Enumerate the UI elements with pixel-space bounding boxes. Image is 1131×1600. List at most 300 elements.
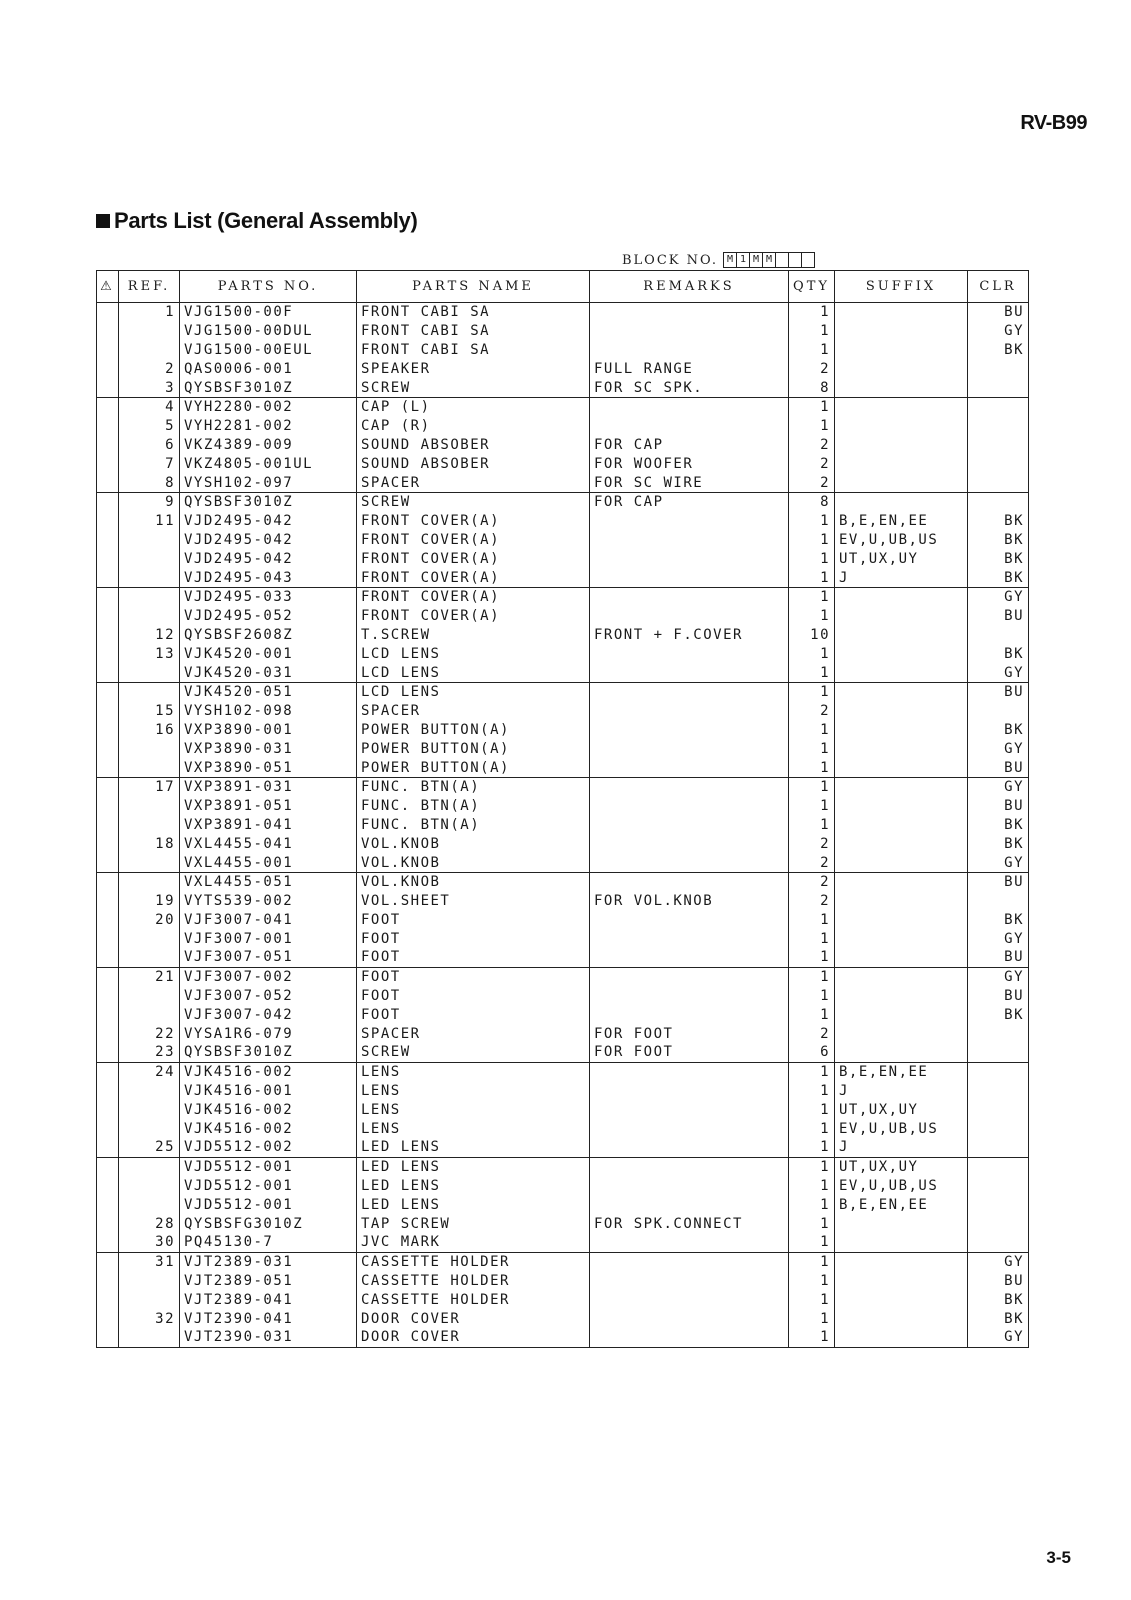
- cell-clr: BU: [968, 948, 1029, 967]
- cell-clr: GY: [968, 739, 1029, 758]
- cell-parts-no: VXL4455-051: [180, 872, 357, 891]
- table-row: [97, 1214, 1029, 1233]
- table-row: [97, 436, 1029, 455]
- cell-parts-name: JVC MARK: [357, 1233, 590, 1252]
- table-row: [97, 987, 1029, 1006]
- cell-warn: [97, 948, 119, 967]
- cell-remarks: [590, 853, 789, 872]
- cell-ref: [119, 549, 180, 568]
- cell-suffix: [835, 607, 968, 626]
- cell-remarks: FRONT + F.COVER: [590, 626, 789, 645]
- table-row: [97, 758, 1029, 777]
- cell-clr: [968, 1177, 1029, 1196]
- cell-suffix: [835, 303, 968, 322]
- cell-suffix: [835, 758, 968, 777]
- cell-suffix: UT,UX,UY: [835, 1157, 968, 1176]
- table-row: [97, 1233, 1029, 1252]
- cell-suffix: [835, 1272, 968, 1291]
- col-header-qty: QTY: [789, 271, 835, 303]
- table-row: [97, 1005, 1029, 1024]
- table-row: [97, 892, 1029, 911]
- cell-clr: [968, 1100, 1029, 1119]
- cell-parts-name: SPACER: [357, 1024, 590, 1043]
- col-header-ref: REF.: [119, 271, 180, 303]
- col-header-clr: CLR: [968, 271, 1029, 303]
- cell-ref: 3: [119, 378, 180, 397]
- cell-parts-no: VJT2389-031: [180, 1252, 357, 1271]
- cell-parts-name: FOOT: [357, 987, 590, 1006]
- cell-parts-name: FOOT: [357, 948, 590, 967]
- cell-parts-name: POWER BUTTON(A): [357, 739, 590, 758]
- cell-clr: [968, 492, 1029, 511]
- cell-parts-no: VJF3007-052: [180, 987, 357, 1006]
- cell-parts-name: SCREW: [357, 492, 590, 511]
- cell-parts-no: VYH2280-002: [180, 397, 357, 416]
- cell-warn: [97, 911, 119, 930]
- table-row: [97, 1100, 1029, 1119]
- cell-suffix: [835, 644, 968, 663]
- cell-remarks: [590, 758, 789, 777]
- cell-suffix: [835, 454, 968, 473]
- cell-parts-no: VJD5512-001: [180, 1177, 357, 1196]
- cell-parts-name: FRONT COVER(A): [357, 587, 590, 606]
- cell-ref: [119, 816, 180, 835]
- cell-parts-name: FRONT CABI SA: [357, 303, 590, 322]
- cell-qty: 1: [789, 1082, 835, 1101]
- cell-warn: [97, 303, 119, 322]
- cell-qty: 1: [789, 607, 835, 626]
- cell-suffix: [835, 682, 968, 701]
- cell-parts-no: QYSBSF3010Z: [180, 1043, 357, 1062]
- cell-suffix: J: [835, 568, 968, 587]
- cell-remarks: [590, 721, 789, 740]
- cell-ref: 16: [119, 721, 180, 740]
- cell-parts-name: LED LENS: [357, 1177, 590, 1196]
- cell-qty: 2: [789, 359, 835, 378]
- cell-clr: [968, 454, 1029, 473]
- cell-remarks: FOR SC SPK.: [590, 378, 789, 397]
- cell-parts-name: DOOR COVER: [357, 1309, 590, 1328]
- cell-clr: BU: [968, 303, 1029, 322]
- cell-parts-name: LED LENS: [357, 1157, 590, 1176]
- cell-qty: 1: [789, 1290, 835, 1309]
- cell-qty: 1: [789, 1100, 835, 1119]
- cell-suffix: [835, 739, 968, 758]
- cell-qty: 1: [789, 682, 835, 701]
- cell-clr: [968, 359, 1029, 378]
- table-row: [97, 1252, 1029, 1271]
- cell-qty: 1: [789, 568, 835, 587]
- table-row: [97, 303, 1029, 322]
- cell-ref: [119, 1100, 180, 1119]
- cell-warn: [97, 987, 119, 1006]
- cell-qty: 1: [789, 587, 835, 606]
- cell-warn: [97, 397, 119, 416]
- cell-qty: 1: [789, 987, 835, 1006]
- cell-qty: 2: [789, 702, 835, 721]
- cell-suffix: [835, 967, 968, 986]
- cell-clr: BU: [968, 682, 1029, 701]
- cell-qty: 1: [789, 1309, 835, 1328]
- cell-ref: 11: [119, 512, 180, 531]
- table-row: [97, 644, 1029, 663]
- table-row: [97, 473, 1029, 492]
- cell-warn: [97, 531, 119, 550]
- cell-warn: [97, 549, 119, 568]
- cell-remarks: [590, 397, 789, 416]
- cell-ref: 32: [119, 1309, 180, 1328]
- cell-parts-name: LCD LENS: [357, 663, 590, 682]
- cell-parts-name: FRONT COVER(A): [357, 568, 590, 587]
- cell-remarks: [590, 777, 789, 796]
- cell-ref: [119, 1082, 180, 1101]
- cell-ref: [119, 1119, 180, 1138]
- block-number-boxes: [724, 252, 815, 268]
- table-row: [97, 911, 1029, 930]
- cell-ref: [119, 739, 180, 758]
- cell-parts-no: QAS0006-001: [180, 359, 357, 378]
- cell-parts-no: VYSH102-098: [180, 702, 357, 721]
- cell-remarks: [590, 1138, 789, 1157]
- cell-ref: [119, 1177, 180, 1196]
- table-row: [97, 682, 1029, 701]
- cell-parts-name: SCREW: [357, 378, 590, 397]
- cell-qty: 1: [789, 303, 835, 322]
- cell-parts-no: VKZ4389-009: [180, 436, 357, 455]
- cell-ref: 15: [119, 702, 180, 721]
- cell-suffix: [835, 473, 968, 492]
- cell-warn: [97, 1119, 119, 1138]
- cell-suffix: [835, 987, 968, 1006]
- block-box: M: [749, 252, 763, 268]
- cell-suffix: [835, 911, 968, 930]
- cell-qty: 2: [789, 1024, 835, 1043]
- cell-ref: [119, 948, 180, 967]
- cell-suffix: [835, 1328, 968, 1347]
- cell-warn: [97, 1082, 119, 1101]
- cell-parts-name: FOOT: [357, 967, 590, 986]
- table-row: [97, 1119, 1029, 1138]
- section-heading: [96, 208, 418, 234]
- cell-parts-no: VJT2389-051: [180, 1272, 357, 1291]
- cell-remarks: [590, 1157, 789, 1176]
- cell-qty: 1: [789, 911, 835, 930]
- cell-clr: BU: [968, 872, 1029, 891]
- cell-qty: 1: [789, 1252, 835, 1271]
- cell-parts-no: VJK4516-002: [180, 1100, 357, 1119]
- cell-warn: [97, 777, 119, 796]
- cell-parts-name: FOOT: [357, 1005, 590, 1024]
- cell-suffix: [835, 929, 968, 948]
- table-header-row: [97, 271, 1029, 303]
- cell-parts-name: TAP SCREW: [357, 1214, 590, 1233]
- table-row: [97, 967, 1029, 986]
- cell-ref: [119, 607, 180, 626]
- cell-ref: [119, 341, 180, 360]
- cell-suffix: [835, 1233, 968, 1252]
- cell-remarks: FOR CAP: [590, 436, 789, 455]
- cell-qty: 1: [789, 1005, 835, 1024]
- cell-warn: [97, 1252, 119, 1271]
- cell-parts-name: LED LENS: [357, 1138, 590, 1157]
- cell-parts-no: VXP3891-051: [180, 797, 357, 816]
- cell-parts-no: VJK4520-001: [180, 644, 357, 663]
- cell-warn: [97, 359, 119, 378]
- cell-remarks: FOR FOOT: [590, 1024, 789, 1043]
- cell-clr: BU: [968, 987, 1029, 1006]
- cell-qty: 1: [789, 739, 835, 758]
- table-row: [97, 359, 1029, 378]
- cell-warn: [97, 853, 119, 872]
- cell-parts-name: LCD LENS: [357, 682, 590, 701]
- cell-remarks: [590, 1100, 789, 1119]
- cell-parts-no: VXL4455-001: [180, 853, 357, 872]
- table-row: [97, 1082, 1029, 1101]
- cell-suffix: EV,U,UB,US: [835, 1177, 968, 1196]
- cell-parts-name: LCD LENS: [357, 644, 590, 663]
- cell-clr: [968, 473, 1029, 492]
- cell-clr: BK: [968, 512, 1029, 531]
- table-row: [97, 834, 1029, 853]
- model-number: RV-B99: [1020, 112, 1087, 134]
- cell-parts-no: VXP3891-031: [180, 777, 357, 796]
- cell-parts-no: VJK4516-002: [180, 1062, 357, 1081]
- cell-parts-no: VJF3007-051: [180, 948, 357, 967]
- cell-clr: BU: [968, 1272, 1029, 1291]
- cell-suffix: [835, 1290, 968, 1309]
- cell-parts-name: T.SCREW: [357, 626, 590, 645]
- table-row: [97, 797, 1029, 816]
- table-row: [97, 322, 1029, 341]
- cell-ref: [119, 663, 180, 682]
- cell-qty: 1: [789, 721, 835, 740]
- cell-warn: [97, 1062, 119, 1081]
- table-row: [97, 721, 1029, 740]
- cell-warn: [97, 929, 119, 948]
- cell-clr: BK: [968, 341, 1029, 360]
- cell-parts-name: POWER BUTTON(A): [357, 721, 590, 740]
- cell-warn: [97, 568, 119, 587]
- cell-qty: 1: [789, 1138, 835, 1157]
- cell-warn: [97, 739, 119, 758]
- cell-parts-no: VYTS539-002: [180, 892, 357, 911]
- cell-parts-no: VJF3007-042: [180, 1005, 357, 1024]
- block-box: M: [762, 252, 776, 268]
- table-row: [97, 492, 1029, 511]
- table-row: [97, 341, 1029, 360]
- table-row: [97, 1024, 1029, 1043]
- cell-suffix: [835, 816, 968, 835]
- cell-clr: [968, 417, 1029, 436]
- cell-suffix: [835, 626, 968, 645]
- block-box: [788, 252, 802, 268]
- page-number: 3-5: [1046, 1548, 1071, 1567]
- cell-parts-no: PQ45130-7: [180, 1233, 357, 1252]
- cell-ref: 25: [119, 1138, 180, 1157]
- cell-parts-name: FOOT: [357, 929, 590, 948]
- cell-ref: [119, 1005, 180, 1024]
- cell-clr: [968, 397, 1029, 416]
- cell-qty: 1: [789, 1328, 835, 1347]
- cell-suffix: [835, 436, 968, 455]
- cell-suffix: J: [835, 1138, 968, 1157]
- cell-ref: [119, 568, 180, 587]
- cell-suffix: UT,UX,UY: [835, 549, 968, 568]
- table-row: [97, 512, 1029, 531]
- cell-warn: [97, 721, 119, 740]
- cell-ref: 19: [119, 892, 180, 911]
- table-row: [97, 454, 1029, 473]
- table-row: [97, 626, 1029, 645]
- cell-qty: 1: [789, 1233, 835, 1252]
- cell-warn: [97, 1024, 119, 1043]
- cell-ref: 1: [119, 303, 180, 322]
- cell-remarks: [590, 322, 789, 341]
- cell-suffix: [835, 872, 968, 891]
- block-number-label: BLOCK NO.: [622, 252, 719, 268]
- cell-remarks: [590, 512, 789, 531]
- cell-suffix: UT,UX,UY: [835, 1100, 968, 1119]
- cell-ref: 18: [119, 834, 180, 853]
- cell-clr: BU: [968, 758, 1029, 777]
- cell-parts-name: FUNC. BTN(A): [357, 797, 590, 816]
- cell-remarks: FOR SPK.CONNECT: [590, 1214, 789, 1233]
- cell-parts-no: QYSBSF3010Z: [180, 492, 357, 511]
- table-row: [97, 663, 1029, 682]
- cell-remarks: [590, 967, 789, 986]
- cell-qty: 1: [789, 758, 835, 777]
- cell-remarks: [590, 607, 789, 626]
- cell-qty: 2: [789, 834, 835, 853]
- cell-ref: 17: [119, 777, 180, 796]
- cell-parts-no: VJD2495-052: [180, 607, 357, 626]
- cell-warn: [97, 758, 119, 777]
- cell-warn: [97, 702, 119, 721]
- cell-parts-name: CAP (R): [357, 417, 590, 436]
- cell-parts-name: FOOT: [357, 911, 590, 930]
- cell-parts-name: SPEAKER: [357, 359, 590, 378]
- cell-warn: [97, 967, 119, 986]
- table-row: [97, 739, 1029, 758]
- cell-clr: [968, 1195, 1029, 1214]
- cell-qty: 1: [789, 1214, 835, 1233]
- cell-qty: 1: [789, 663, 835, 682]
- cell-parts-name: FRONT COVER(A): [357, 531, 590, 550]
- cell-parts-no: VJD2495-033: [180, 587, 357, 606]
- cell-warn: [97, 816, 119, 835]
- cell-suffix: [835, 948, 968, 967]
- cell-warn: [97, 1177, 119, 1196]
- cell-remarks: [590, 797, 789, 816]
- cell-parts-name: FRONT COVER(A): [357, 607, 590, 626]
- cell-parts-no: VJK4520-031: [180, 663, 357, 682]
- cell-ref: 24: [119, 1062, 180, 1081]
- table-row: [97, 1177, 1029, 1196]
- cell-suffix: [835, 892, 968, 911]
- cell-ref: [119, 929, 180, 948]
- cell-warn: [97, 1195, 119, 1214]
- cell-parts-no: VXP3890-031: [180, 739, 357, 758]
- cell-remarks: [590, 834, 789, 853]
- cell-suffix: [835, 797, 968, 816]
- cell-suffix: [835, 834, 968, 853]
- cell-ref: 4: [119, 397, 180, 416]
- cell-clr: BU: [968, 797, 1029, 816]
- cell-clr: [968, 436, 1029, 455]
- cell-suffix: [835, 777, 968, 796]
- cell-warn: [97, 1043, 119, 1062]
- cell-warn: [97, 1272, 119, 1291]
- cell-qty: 2: [789, 454, 835, 473]
- cell-clr: [968, 702, 1029, 721]
- cell-parts-name: VOL.KNOB: [357, 872, 590, 891]
- cell-remarks: [590, 911, 789, 930]
- cell-parts-no: QYSBSFG3010Z: [180, 1214, 357, 1233]
- cell-clr: GY: [968, 967, 1029, 986]
- cell-remarks: [590, 987, 789, 1006]
- cell-remarks: [590, 816, 789, 835]
- cell-remarks: [590, 929, 789, 948]
- table-row: [97, 587, 1029, 606]
- cell-parts-no: VYSA1R6-079: [180, 1024, 357, 1043]
- cell-parts-name: FRONT CABI SA: [357, 341, 590, 360]
- cell-clr: BK: [968, 1005, 1029, 1024]
- cell-qty: 1: [789, 1195, 835, 1214]
- table-row: [97, 1062, 1029, 1081]
- cell-qty: 1: [789, 531, 835, 550]
- cell-parts-name: FRONT COVER(A): [357, 549, 590, 568]
- cell-ref: 12: [119, 626, 180, 645]
- cell-suffix: J: [835, 1082, 968, 1101]
- cell-qty: 2: [789, 892, 835, 911]
- table-row: [97, 1272, 1029, 1291]
- cell-ref: 20: [119, 911, 180, 930]
- cell-remarks: [590, 1290, 789, 1309]
- table-row: [97, 1043, 1029, 1062]
- cell-remarks: [590, 682, 789, 701]
- cell-ref: 2: [119, 359, 180, 378]
- cell-clr: GY: [968, 929, 1029, 948]
- cell-clr: [968, 1214, 1029, 1233]
- cell-parts-no: VJK4516-002: [180, 1119, 357, 1138]
- section-heading-text: Parts List (General Assembly): [114, 208, 418, 233]
- cell-clr: BK: [968, 568, 1029, 587]
- table-row: [97, 948, 1029, 967]
- cell-remarks: [590, 531, 789, 550]
- table-row: [97, 1157, 1029, 1176]
- table-row: [97, 568, 1029, 587]
- cell-parts-name: FUNC. BTN(A): [357, 777, 590, 796]
- cell-parts-no: VJG1500-00EUL: [180, 341, 357, 360]
- cell-parts-no: VJF3007-001: [180, 929, 357, 948]
- cell-clr: [968, 1024, 1029, 1043]
- cell-parts-no: VXP3890-001: [180, 721, 357, 740]
- table-row: [97, 816, 1029, 835]
- cell-warn: [97, 1309, 119, 1328]
- cell-parts-name: DOOR COVER: [357, 1328, 590, 1347]
- cell-parts-no: VJD5512-001: [180, 1157, 357, 1176]
- cell-remarks: [590, 872, 789, 891]
- cell-remarks: FOR VOL.KNOB: [590, 892, 789, 911]
- cell-suffix: [835, 378, 968, 397]
- cell-qty: 1: [789, 512, 835, 531]
- cell-suffix: [835, 1309, 968, 1328]
- table-row: [97, 1309, 1029, 1328]
- cell-parts-no: VJD5512-001: [180, 1195, 357, 1214]
- cell-remarks: [590, 663, 789, 682]
- cell-qty: 1: [789, 948, 835, 967]
- cell-qty: 1: [789, 341, 835, 360]
